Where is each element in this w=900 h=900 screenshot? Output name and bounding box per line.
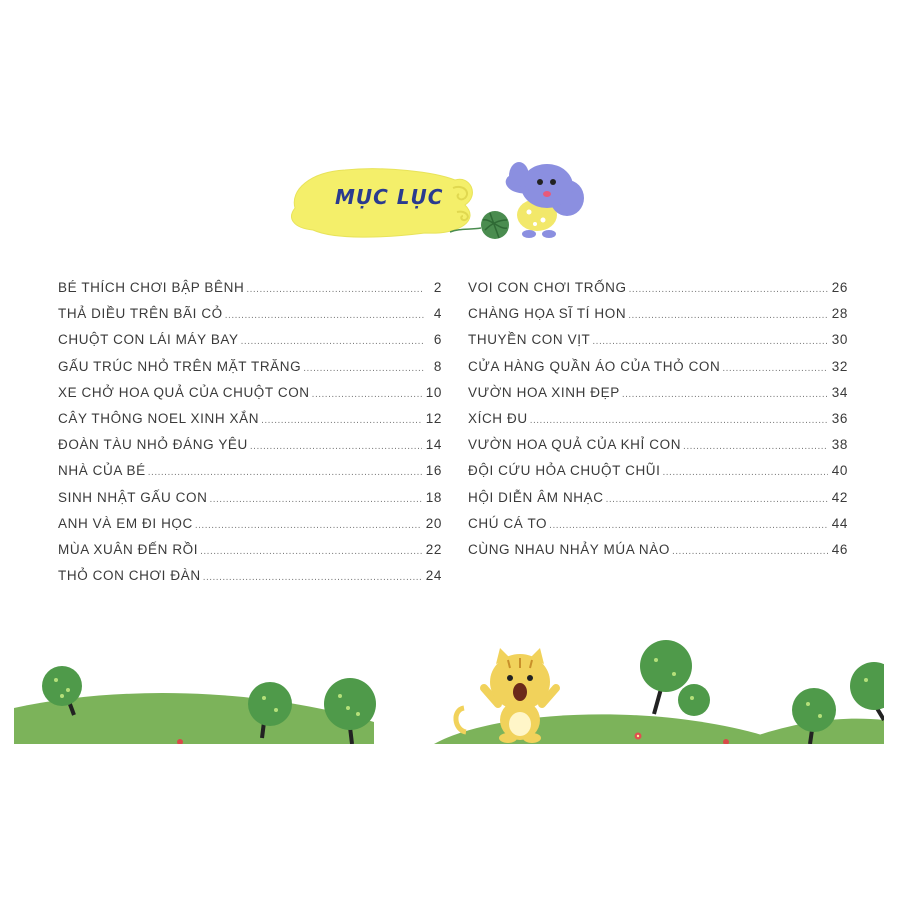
- page-title: MỤC LỤC: [335, 185, 444, 209]
- meadow-illustration: [14, 630, 884, 744]
- toc-entry-page: 28: [831, 306, 848, 322]
- toc-entry: [468, 463, 848, 489]
- toc-entry-page: 4: [433, 306, 442, 322]
- toc-entry-title: CHÚ CÁ TO: [468, 515, 548, 531]
- toc-entry-page: 46: [831, 541, 848, 557]
- dot-leader: [203, 572, 422, 583]
- toc-entry: [58, 463, 442, 489]
- toc-entry-page: 8: [433, 358, 442, 374]
- toc-entry: [58, 280, 442, 306]
- dot-leader: [622, 389, 828, 400]
- toc-entry: [468, 359, 848, 385]
- toc-entry: [468, 516, 848, 542]
- dot-leader: [672, 546, 828, 557]
- toc-entry-title: GẤU TRÚC NHỎ TRÊN MẶT TRĂNG: [58, 358, 302, 374]
- toc-entry-title: XE CHỞ HOA QUẢ CỦA CHUỘT CON: [58, 384, 310, 400]
- toc-entry: [468, 306, 848, 332]
- toc-entry: [58, 490, 442, 516]
- toc-entry-title: BÉ THÍCH CHƠI BẬP BÊNH: [58, 280, 245, 295]
- toc-entry-page: 44: [831, 515, 848, 531]
- toc-entry-page: 2: [433, 280, 442, 295]
- toc-entry: [58, 568, 442, 594]
- toc-entry: [58, 437, 442, 463]
- toc-entry-title: MÙA XUÂN ĐẾN RỒI: [58, 541, 199, 557]
- toc-entry-page: 30: [831, 332, 848, 348]
- toc-entry-title: VƯỜN HOA XINH ĐẸP: [468, 384, 620, 400]
- banner-illustration: [285, 150, 605, 250]
- dot-leader: [530, 415, 828, 426]
- dot-leader: [200, 546, 422, 557]
- toc-entry-page: 42: [831, 489, 848, 505]
- toc-entry: [468, 490, 848, 516]
- toc-entry-page: 34: [831, 384, 848, 400]
- toc-entry-page: 10: [425, 384, 442, 400]
- dot-leader: [225, 310, 424, 321]
- toc-entry-title: ĐOÀN TÀU NHỎ ĐÁNG YÊU: [58, 437, 248, 453]
- toc-entry-page: 18: [425, 489, 442, 505]
- dot-leader: [303, 363, 424, 374]
- toc-entry: [468, 437, 848, 463]
- toc-entry: [468, 411, 848, 437]
- toc-entry-title: CÂY THÔNG NOEL XINH XẮN: [58, 410, 260, 426]
- dot-leader: [261, 415, 422, 426]
- dot-leader: [592, 336, 827, 347]
- dot-leader: [683, 441, 828, 452]
- dot-leader: [148, 467, 422, 478]
- toc-entry: [468, 332, 848, 358]
- toc-entry-page: 20: [425, 515, 442, 531]
- toc-entry: [468, 542, 848, 568]
- toc-entry-page: 40: [831, 463, 848, 479]
- toc-entry-page: 24: [425, 568, 442, 584]
- dot-leader: [195, 520, 422, 531]
- dot-leader: [312, 389, 422, 400]
- toc-entry-title: VƯỜN HOA QUẢ CỦA KHỈ CON: [468, 437, 682, 453]
- toc-entry-title: NHÀ CỦA BÉ: [58, 463, 146, 479]
- toc-entry-title: CHÀNG HỌA SĨ TÍ HON: [468, 306, 627, 322]
- dot-leader: [606, 494, 828, 505]
- dot-leader: [250, 441, 422, 452]
- toc-entry: [58, 542, 442, 568]
- toc-entry: [58, 306, 442, 332]
- toc-entry-page: 14: [425, 437, 442, 453]
- toc-entry: [58, 385, 442, 411]
- tree-icon: [850, 662, 884, 720]
- toc-entry-page: 22: [425, 541, 442, 557]
- toc-entry-title: THỎ CON CHƠI ĐÀN: [58, 568, 201, 584]
- dot-leader: [722, 363, 827, 374]
- toc-entry-page: 26: [831, 280, 848, 295]
- toc-entry-title: ĐỘI CỨU HỎA CHUỘT CHŨI: [468, 463, 661, 479]
- toc-entry-title: CỬA HÀNG QUẦN ÁO CỦA THỎ CON: [468, 358, 721, 374]
- dot-leader: [246, 284, 424, 295]
- toc-entry-title: ANH VÀ EM ĐI HỌC: [58, 515, 193, 531]
- toc-entry-title: THẢ DIỀU TRÊN BÃI CỎ: [58, 306, 223, 322]
- toc-entry-title: CHUỘT CON LÁI MÁY BAY: [58, 332, 239, 348]
- toc-entry-page: 12: [425, 410, 442, 426]
- dot-leader: [628, 310, 828, 321]
- dot-leader: [629, 284, 828, 295]
- toc-column-right: [468, 280, 848, 568]
- dot-leader: [241, 336, 424, 347]
- toc-entry-page: 16: [425, 463, 442, 479]
- toc-entry-title: XÍCH ĐU: [468, 410, 528, 426]
- toc-entry: [58, 516, 442, 542]
- toc-entry: [58, 332, 442, 358]
- toc-entry-page: 38: [831, 437, 848, 453]
- toc-entry-page: 6: [433, 332, 442, 348]
- toc-entry-page: 36: [831, 410, 848, 426]
- dot-leader: [549, 520, 828, 531]
- toc-entry-title: THUYỀN CON VỊT: [468, 332, 591, 348]
- toc-entry: [58, 411, 442, 437]
- toc-entry: [58, 359, 442, 385]
- toc-entry-title: VOI CON CHƠI TRỐNG: [468, 280, 627, 295]
- toc-entry-title: CÙNG NHAU NHẢY MÚA NÀO: [468, 541, 670, 557]
- toc-entry: [468, 280, 848, 306]
- dot-leader: [663, 467, 828, 478]
- elephant-illustration: [509, 162, 584, 238]
- toc-entry: [468, 385, 848, 411]
- dot-leader: [209, 494, 421, 505]
- toc-entry-page: 32: [831, 358, 848, 374]
- toc-entry-title: SINH NHẬT GẤU CON: [58, 489, 208, 505]
- tree-icon: [640, 640, 710, 716]
- toc-column-left: [58, 280, 442, 594]
- toc-header: [285, 150, 605, 250]
- toc-entry-title: HỘI DIỄN ÂM NHẠC: [468, 489, 604, 505]
